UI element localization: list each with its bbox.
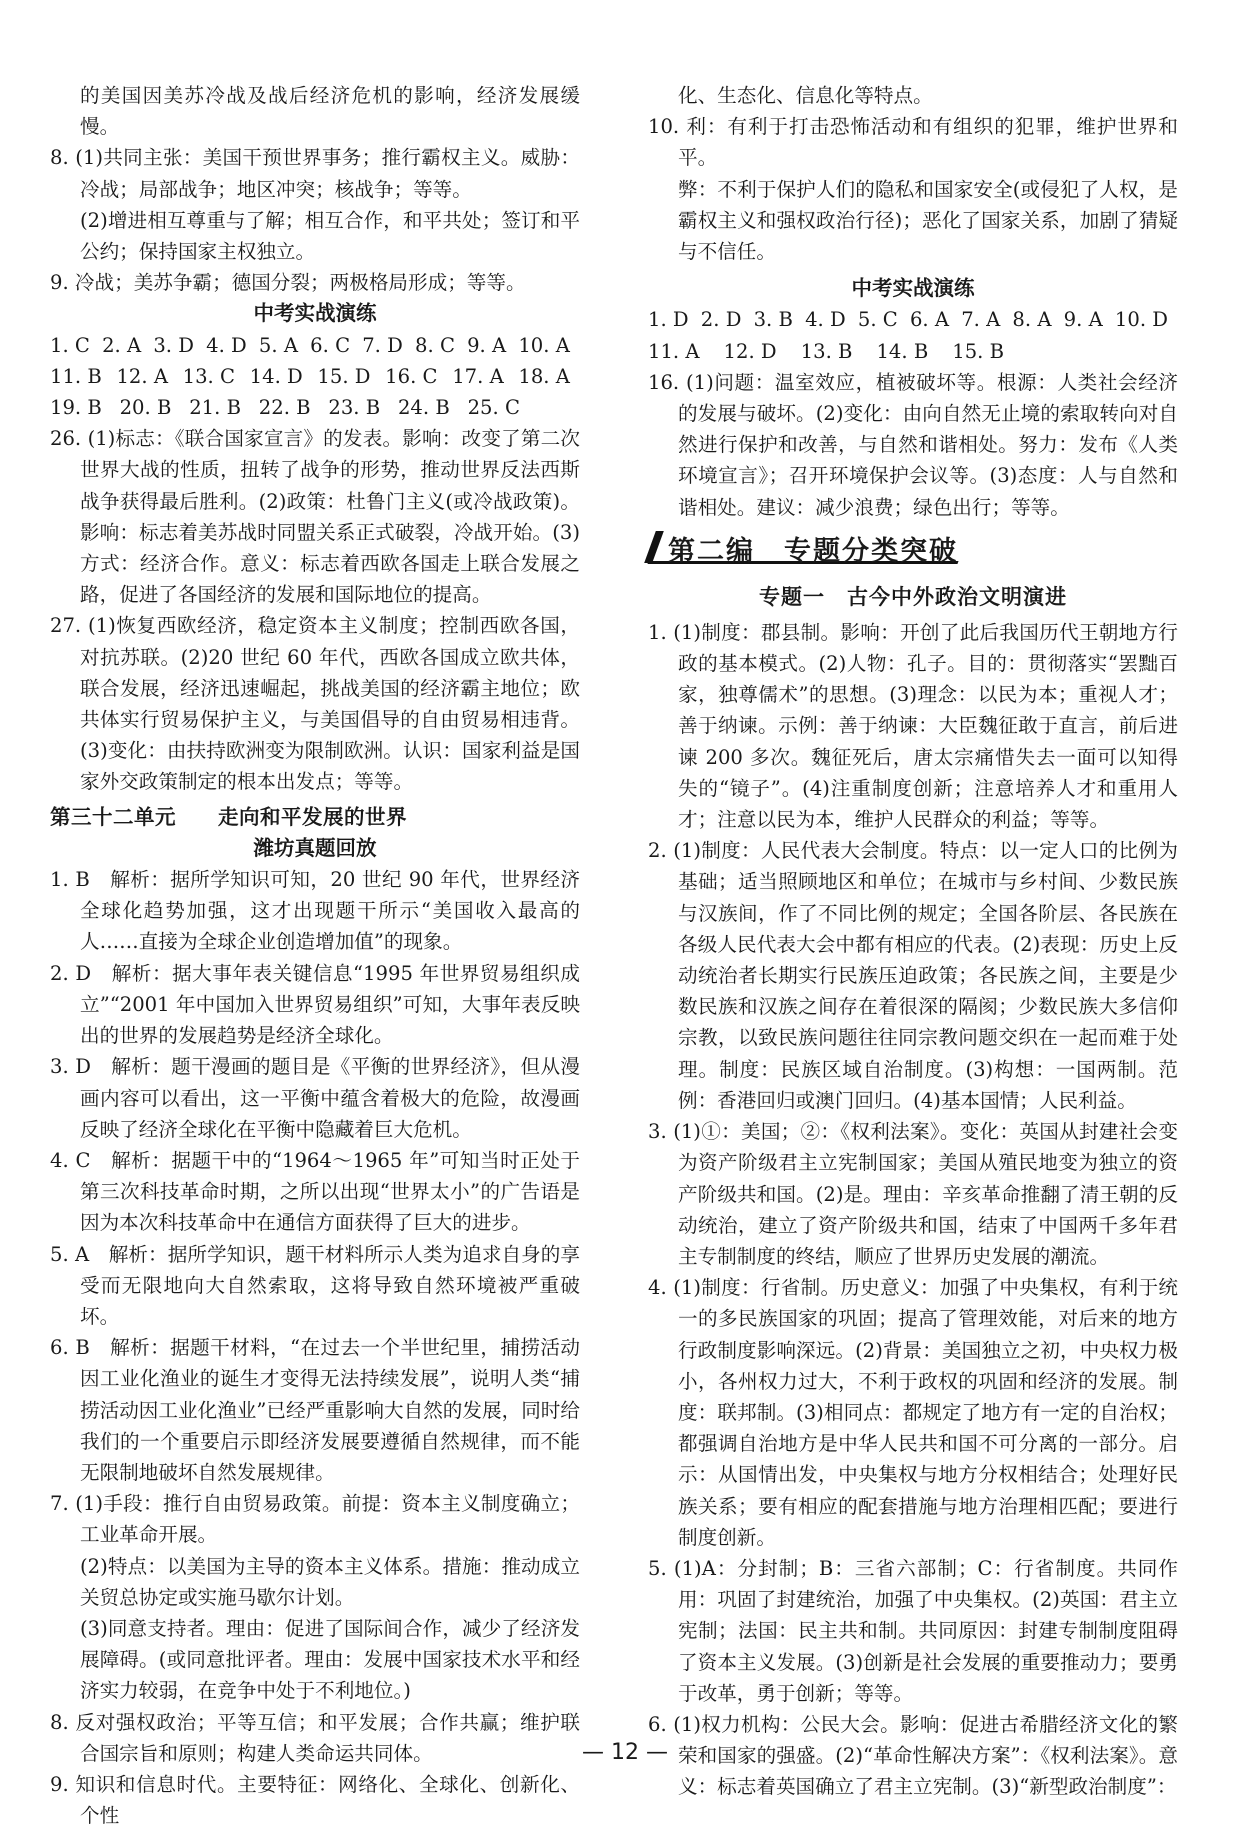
answer-key: 14. B [876,339,929,363]
answer-key: 22. B [258,396,311,420]
answer-key: 18. A [518,364,570,388]
answer-27: 27. (1)恢复西欧经济，稳定资本主义制度；控制西欧各国，对抗苏联。(2)20 世纪 60 年代，西欧各国成立欧共体，联合发展，经济迅速崛起，挑战美国的经济霸主地位；欧共体实行贸易保护主义，与美国倡导的自由贸易相违背。(3)变化：由扶持欧洲变为限制欧洲。认识：国家利益是国家外交政策制定的根本出发点；等等。 [50,614,580,794]
answer-key: 8. C [415,333,455,357]
explanation-3: 3. D 解析：题干漫画的题目是《平衡的世界经济》，但从漫画内容可以看出，这一平衡中蕴含着极大的危险，故漫画反映了经济全球化在平衡中隐藏着巨大危机。 [50,1055,580,1141]
answer-key: 13. C [182,364,236,388]
answer-row [50,392,580,423]
answer-key: 2. D [700,308,742,332]
unit-heading: 第三十二单元 走向和平发展的世界 [50,804,407,829]
answer-8-part2: (2)增进相互尊重与了解；相互合作，和平共处；签订和平公约；保持国家主权独立。 [80,208,580,264]
topic-answer-6: 6. (1)权力机构：公民大会。影响：促进古希腊经济文化的繁荣和国家的强盛。(2)“革命性解决方案”：《权利法案》。意义：标志着英国确立了君主立宪制。(3)“新型政治制度”： [648,1712,1178,1799]
answer-key: 13. B [800,339,853,363]
answer-key: 1. C [50,333,90,357]
answer-key: 11. A [648,339,700,363]
section-heading: 中考实战演练 [851,276,975,301]
answer-key: 15. B [952,339,1005,363]
banner-mark [644,531,664,563]
answer-key: 3. B [753,308,793,332]
answer-key: 10. D [1114,308,1168,332]
text-line: 的美国因美苏冷战及战后经济危机的影响，经济发展缓慢。 [80,84,580,139]
text-line: 化、生态化、信息化等特点。 [678,84,933,107]
answer-7-part1: 7. (1)手段：推行自由贸易政策。前提：资本主义制度确立；工业革命开展。 [50,1492,580,1547]
answer-row [648,336,1178,367]
answer-key: 16. C [385,364,438,388]
explanation-2: 2. D 解析：据大事年表关键信息“1995 年世界贸易组织成立”“2001 年中国加入世界贸易组织”可知，大事年表反映出的世界的发展趋势是经济全球化。 [50,961,580,1048]
topic-answer-1: 1. (1)制度：郡县制。影响：开创了此后我国历代王朝地方行政的基本模式。(2)人物：孔子。目的：贯彻落实“罢黜百家，独尊儒术”的思想。(3)理念：以民为本；重视人才；善于纳谏。示例：善于纳谏：大臣魏征敢于直言，前后进谏 200 多次。魏征死后，唐太宗痛惜失去一面可以知得失的“镜子”。(4)注重制度创新；注意培养人才和重用人才；注意以民为本，维护人民群众的利益；等等。 [648,620,1178,832]
answer-10-part2: 弊：不利于保护人们的隐私和国家安全(或侵犯了人权，是霸权主义和强权政治行径)；恶化了国家关系，加剧了猜疑与不信任。 [678,177,1178,264]
answer-key: 7. A [961,308,1001,332]
answer-key: 21. B [189,396,241,420]
answer-key: 20. B [119,396,172,420]
section-heading: 中考实战演练 [253,301,377,326]
explanation-4: 4. C 解析：据题干中的“1964～1965 年”可知当时正处于第三次科技革命时期，之所以出现“世界太小”的广告语是因为本次科技革命中在通信方面获得了巨大的进步。 [50,1148,580,1235]
topic-answer-2: 2. (1)制度：人民代表大会制度。特点：以一定人口的比例为基础；适当照顾地区和单位；在城市与乡村间、少数民族与汉族间，作了不同比例的规定；全国各阶层、各民族在各级人民代表大会中都有相应的代表。(2)表现：历史上反动统治者长期实行民族压迫政策；各民族之间，主要是少数民族和汉族之间存在着很深的隔阂；少数民族大多信仰宗教，以致民族问题往往同宗教问题交织在一起而难于处理。制度：民族区域自治制度。(3)构想：一国两制。范例：香港回归或澳门回归。(4)基本国情；人民利益。 [648,839,1178,1112]
part-banner [648,527,1178,571]
answer-key: 2. A [102,333,142,357]
answer-key: 9. A [467,333,507,357]
section-heading: 潍坊真题回放 [253,835,377,860]
answer-key: 24. B [397,396,450,420]
explanation-1: 1. B 解析：据所学知识可知，20 世纪 90 年代，世界经济全球化趋势加强，这才出现题干所示“美国收入最高的人……直接为全球企业创造增加值”的现象。 [50,868,580,954]
answer-row [50,361,580,392]
answer-key: 3. D [153,333,194,357]
answer-key: 25. C [467,396,520,420]
right-column [648,80,1178,1803]
answer-key: 7. D [362,333,403,357]
answer-key: 8. A [1012,308,1052,332]
answer-row [648,304,1178,335]
answer-key: 10. A [518,333,570,357]
answer-8: 8. 反对强权政治；平等互信；和平发展；合作共赢；维护联合国宗旨和原则；构建人类命运共同体。 [50,1710,580,1765]
explanation-6: 6. B 解析：据题干材料，“在过去一个半世纪里，捕捞活动因工业化渔业的诞生才变得无法持续发展”，说明人类“捕捞活动因工业化渔业”已经严重影响大自然的发展，同时给我们的一个重要启示即经济发展要遵循自然规律，而不能无限制地破坏自然发展规律。 [50,1336,580,1484]
answer-key: 23. B [328,396,381,420]
answer-key: 14. D [249,364,303,388]
answer-key: 4. D [206,333,247,357]
page-number: — 12 — [582,1740,668,1765]
answer-10-part1: 10. 利：有利于打击恐怖活动和有组织的犯罪，维护世界和平。 [648,115,1178,170]
answer-key: 12. D [723,339,777,363]
answer-key: 4. D [805,308,846,332]
topic-heading: 专题一 古今中外政治文明演进 [759,584,1067,609]
topic-answer-3: 3. (1)①：美国；②：《权利法案》。变化：英国从封建社会变为资产阶级君主立宪制国家；美国从殖民地变为独立的资产阶级共和国。(2)是。理由：辛亥革命推翻了清王朝的反动统治，建立了资产阶级共和国，结束了中国两千多年君主专制制度的终结，顺应了世界历史发展的潮流。 [648,1120,1178,1268]
answer-9: 9. 冷战；美苏争霸；德国分裂；两极格局形成；等等。 [50,271,526,295]
answer-key: 5. C [857,308,898,332]
answer-key: 11. B [50,364,102,388]
answer-key: 6. C [310,333,351,357]
topic-answer-5: 5. (1)A：分封制；B：三省六部制；C：行省制度。共同作用：巩固了封建统治，加强了中央集权。(2)英国：君主立宪制；法国：民主共和制。共同原因：封建专制制度阻碍了资本主义发展。(3)创新是社会发展的重要推动力；要勇于改革，勇于创新；等等。 [648,1556,1178,1705]
answer-key: 12. A [116,364,168,388]
answer-7-part2: (2)特点：以美国为主导的资本主义体系。措施：推动成立关贸总协定或实施马歇尔计划。 [80,1554,580,1609]
answer-key: 19. B [50,396,102,420]
topic-answer-4: 4. (1)制度：行省制。历史意义：加强了中央集权，有利于统一的多民族国家的巩固；提高了管理效能，对后来的地方行政制度影响深远。(2)背景：美国独立之初，中央权力极小，各州权力过大，不利于政权的巩固和经济的发展。制度：联邦制。(3)相同点：都规定了地方有一定的自治权；都强调自治地方是中华人民共和国不可分离的一部分。启示：从国情出发，中央集权与地方分权相结合；处理好民族关系；要有相应的配套措施与地方治理相匹配；要进行制度创新。 [648,1276,1178,1549]
answer-key: 6. A [909,308,950,332]
answer-key: 9. A [1063,308,1103,332]
explanation-5: 5. A 解析：据所学知识，题干材料所示人类为追求自身的享受而无限地向大自然索取，这将导致自然环境被严重破坏。 [50,1242,580,1328]
answer-16: 16. (1)问题：温室效应，植被破坏等。根源：人类社会经济的发展与破坏。(2)变化：由向自然无止境的索取转向对自然进行保护和改善，与自然和谐相处。努力：发布《人类环境宣言》；召开环境保护会议等。(3)态度：人与自然和谐相处。建议：减少浪费；绿色出行；等等。 [648,370,1178,519]
answer-key: 15. D [317,364,371,388]
answer-key: 17. A [452,364,504,388]
answer-row [50,330,580,361]
answer-9: 9. 知识和信息时代。主要特征：网络化、全球化、创新化、个性 [50,1772,580,1828]
answer-8-part1: 8. (1)共同主张：美国干预世界事务；推行霸权主义。威胁：冷战；局部战争；地区冲突；核战争；等等。 [50,146,580,201]
answer-key: 5. A [258,333,298,357]
part-title: 第二编 专题分类突破 [668,535,958,567]
answer-26: 26. (1)标志：《联合国家宣言》的发表。影响：改变了第二次世界大战的性质，扭转了战争的形势，推动世界反法西斯战争获得最后胜利。(2)政策：杜鲁门主义(或冷战政策)。影响：标志着美苏战时同盟关系正式破裂，冷战开始。(3)方式：经济合作。意义：标志着西欧各国走上联合发展之路，促进了各国经济的发展和国际地位的提高。 [50,427,580,607]
answer-7-part3: (3)同意支持者。理由：促进了国际间合作，减少了经济发展障碍。(或同意批评者。理由：发展中国家技术水平和经济实力较弱，在竞争中处于不利地位。) [80,1616,580,1703]
left-column [50,80,580,1831]
answer-key: 1. D [648,308,689,332]
